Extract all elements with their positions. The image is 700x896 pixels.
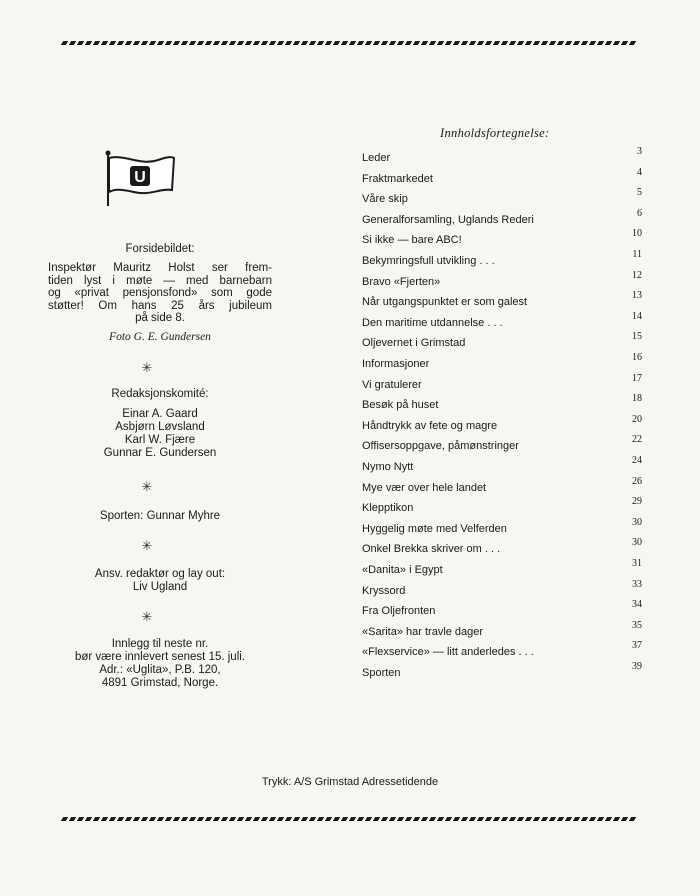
flag-letter: U [134, 169, 146, 186]
toc-entry [362, 393, 646, 413]
toc-entry [362, 475, 646, 496]
toc-entry-page: 30 [632, 516, 642, 528]
cover-caption-title: Forsidebildet: [125, 243, 195, 255]
editor-block [40, 568, 280, 594]
committee-block [40, 388, 280, 460]
toc-entry-page: 5 [637, 187, 642, 199]
toc-entry-title: Leder [362, 152, 391, 164]
cover-line: og «privat pensjonsfond» som gode [48, 287, 272, 299]
toc-entry-title: Vi gratulerer [362, 378, 422, 391]
toc-entry-page: 4 [637, 166, 642, 178]
separator-star: ✳ [141, 610, 153, 625]
toc-entry-title: Håndtrykk av fete og magre [362, 419, 498, 432]
toc-entry-title: Bravo «Fjerten» [362, 275, 441, 288]
toc-entry-title: Nymo Nytt [362, 461, 414, 473]
toc-entry-page: 30 [632, 537, 642, 549]
cover-caption-body [48, 262, 272, 325]
toc-entry-title: Generalforsamling, Uglands Rederi [362, 213, 534, 226]
toc-entry-page: 33 [632, 578, 642, 590]
sports-credit: Sporten: Gunnar Myhre [99, 510, 221, 522]
committee-member: Einar A. Gaard [122, 408, 198, 420]
toc-entry [362, 290, 646, 310]
separator-star: ✳ [141, 539, 153, 554]
toc-entry-page: 3 [637, 146, 642, 157]
toc-entry-title: Besøk på huset [362, 399, 439, 412]
toc-entry-title: Sporten [362, 667, 401, 679]
toc-entry [362, 269, 646, 290]
toc-entry-title: «Danita» i Egypt [362, 564, 443, 576]
bottom-dashed-rule [61, 817, 638, 821]
toc-entry-title: «Flexservice» — litt anderledes . . . [362, 646, 534, 659]
toc-entry [362, 619, 646, 640]
toc-entry [362, 352, 646, 372]
submission-block [40, 638, 280, 690]
toc-entry-title: Hyggelig møte med Velferden [362, 522, 507, 535]
toc-entry-title: Informasjoner [362, 358, 430, 370]
toc-entry [362, 166, 646, 187]
committee-member: Gunnar E. Gundersen [103, 447, 217, 459]
submission-line: 4891 Grimstad, Norge. [101, 677, 219, 689]
committee-member: Karl W. Fjære [124, 434, 196, 446]
toc-entry [362, 187, 646, 207]
cover-line: tiden lyst i møte — med barnebarn [48, 274, 272, 287]
toc-entry [362, 558, 646, 578]
toc-entry [362, 310, 646, 331]
toc-entry-page: 34 [632, 599, 642, 611]
toc-entry-title: Offisersoppgave, påmønstringer [362, 440, 519, 453]
toc-entry [362, 331, 646, 351]
toc-entry-title: Den maritime utdannelse . . . [362, 316, 503, 329]
toc-entry-page: 29 [632, 496, 642, 508]
cover-line: på side 8. [135, 312, 185, 324]
toc-entry-page: 37 [632, 640, 642, 652]
toc-entry [362, 516, 646, 537]
toc-entry [362, 207, 646, 228]
toc-entry-title: Fraktmarkedet [362, 172, 433, 185]
separator-star: ✳ [141, 480, 153, 495]
toc-entry-page: 17 [632, 372, 642, 384]
toc-entry-page: 35 [632, 619, 642, 631]
toc-entry-title: Onkel Brekka skriver om . . . [362, 543, 501, 556]
toc-entry [362, 578, 646, 599]
toc-entry [362, 455, 646, 475]
toc-entry-title: Klepptikon [362, 502, 414, 515]
toc-entry-title: Bekymringsfull utvikling . . . [362, 255, 495, 267]
toc-entry [362, 640, 646, 660]
toc-entry [362, 249, 646, 269]
toc-entry [362, 228, 646, 248]
toc-entry [362, 434, 646, 454]
toc-entry-page: 24 [632, 455, 642, 466]
toc-entry-page: 18 [632, 393, 642, 405]
toc-entry [362, 413, 646, 434]
toc-entry-page: 31 [632, 558, 642, 569]
toc-entry-page: 16 [632, 352, 642, 363]
top-dashed-rule [61, 41, 638, 45]
flag-icon [100, 150, 180, 206]
toc-entry-title: «Sarita» har travle dager [362, 625, 484, 638]
toc-entry [362, 599, 646, 619]
toc-entry-page: 10 [632, 228, 642, 240]
toc-heading: Innholdsfortegnelse: [440, 126, 550, 140]
committee-title: Redaksjonskomité: [111, 388, 209, 400]
toc-entry [362, 146, 646, 166]
toc-entry-title: Når utgangspunktet er som galest [362, 296, 528, 309]
toc-entry-page: 12 [632, 269, 642, 281]
cover-line: Inspektør Mauritz Holst ser frem- [48, 262, 272, 274]
toc-entry-page: 11 [632, 249, 642, 260]
toc-entry-page: 6 [637, 207, 642, 219]
submission-line: bør være innlevert senest 15. juli. [74, 651, 246, 663]
submission-line: Innlegg til neste nr. [111, 638, 209, 650]
toc-entry-page: 14 [632, 310, 642, 322]
toc-entry-page: 15 [632, 331, 642, 343]
toc-entry-title: Kryssord [362, 584, 406, 597]
committee-member: Asbjørn Løvsland [115, 421, 205, 433]
toc-entry [362, 372, 646, 393]
toc-entry [362, 537, 646, 557]
editor-name: Liv Ugland [132, 581, 188, 593]
cover-line: støtter! Om hans 25 års jubileum [48, 299, 272, 312]
editor-title: Ansv. redaktør og lay out: [94, 568, 226, 580]
toc-entry-page: 22 [632, 434, 642, 446]
toc-entry-title: Våre skip [362, 193, 408, 206]
toc-entry [362, 661, 646, 681]
toc-entry [362, 496, 646, 516]
printer-credit: Trykk: A/S Grimstad Adressetidende [261, 776, 439, 788]
toc-entry-title: Fra Oljefronten [362, 605, 436, 618]
toc-entry-title: Oljevernet i Grimstad [362, 337, 466, 350]
toc-entry-page: 13 [632, 290, 642, 302]
toc-entry-title: Mye vær over hele landet [362, 481, 487, 494]
toc-entry-page: 26 [632, 475, 642, 487]
submission-line: Adr.: «Uglita», P.B. 120, [99, 664, 221, 676]
toc-entry-page: 39 [632, 661, 642, 672]
separator-star: ✳ [141, 361, 153, 376]
toc-entry-title: Si ikke — bare ABC! [362, 234, 462, 247]
photo-credit: Foto G. E. Gundersen [109, 331, 211, 343]
toc-entry-page: 20 [632, 413, 642, 425]
